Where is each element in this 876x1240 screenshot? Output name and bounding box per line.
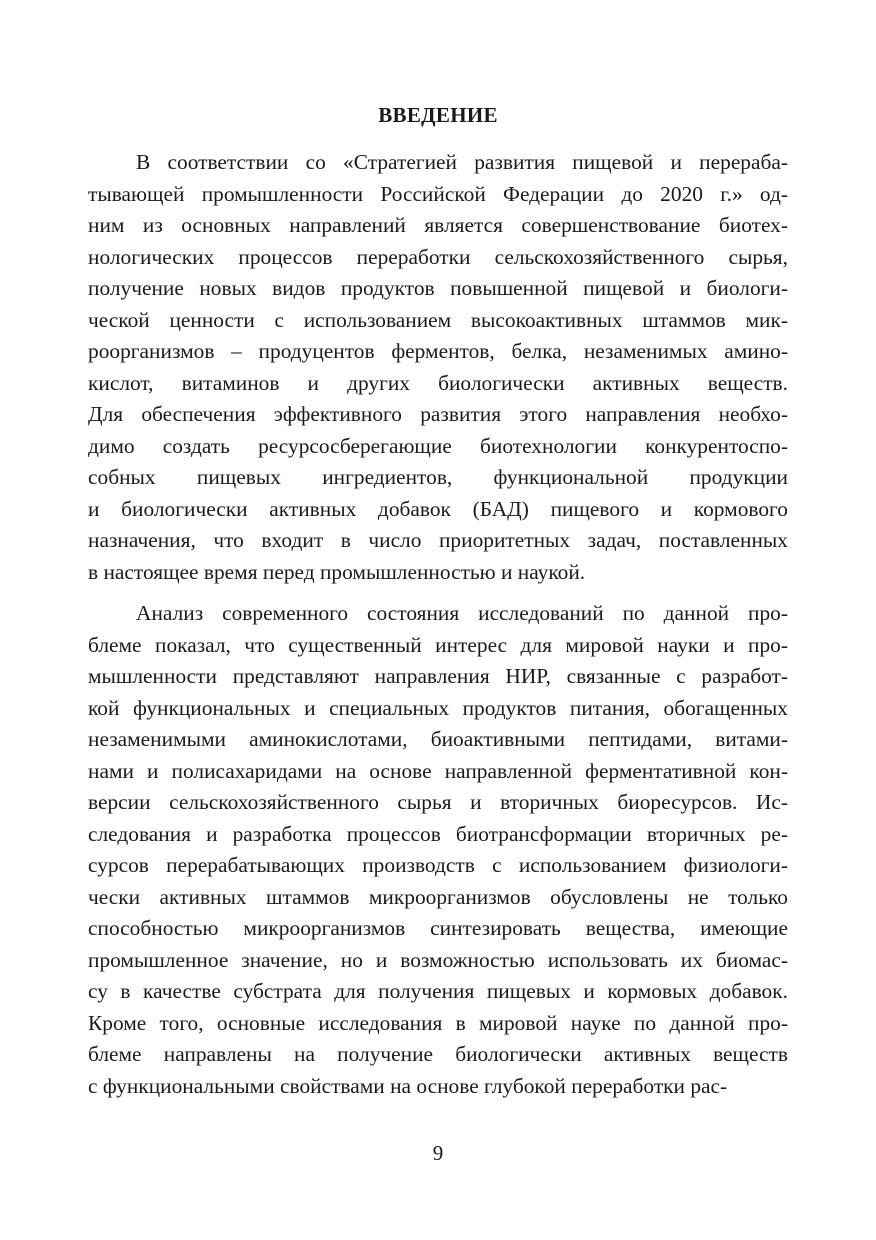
section-heading: ВВЕДЕНИЕ	[378, 103, 498, 127]
text-line: В соответствии со «Стратегией развития пищевой и перераба-	[136, 150, 788, 174]
text-line: назначения, что входит в число приоритетных задач, поставленных	[88, 528, 788, 552]
paragraph-1	[88, 147, 788, 588]
text-line: кислот, витаминов и других биологически активных веществ.	[88, 370, 788, 395]
text-line: способностью микроорганизмов синтезировать вещества, имеющие	[88, 916, 788, 940]
text-line: версии сельскохозяйственного сырья и вторичных биоресурсов. Ис-	[88, 790, 788, 814]
text-line: ческой ценности с использованием высокоактивных штаммов мик-	[88, 307, 788, 332]
text-line: ним из основных направлений является совершенствование биотех-	[88, 213, 788, 237]
text-line: су в качестве субстрата для получения пищевых и кормовых добавок.	[88, 979, 788, 1003]
text-line: блеме показал, что существенный интерес для мировой науки и про-	[88, 632, 788, 657]
paragraph-2	[88, 598, 788, 1102]
text-line: следования и разработка процессов биотрансформации вторичных ре-	[88, 821, 788, 846]
text-line: сурсов перерабатывающих производств с использованием физиологи-	[88, 853, 788, 877]
text-line: нологических процессов переработки сельскохозяйственного сырья,	[88, 244, 788, 269]
text-line: мышленности представляют направления НИР, связанные с разработ-	[88, 664, 788, 688]
text-line: роорганизмов – продуцентов ферментов, белка, незаменимых амино-	[88, 339, 788, 363]
text-line: тывающей промышленности Российской Федерации до 2020 г.» од-	[88, 181, 788, 206]
text-line: Анализ современного состояния исследований по данной про-	[136, 601, 788, 625]
text-line: с функциональными свойствами на основе глубокой переработки рас-	[88, 1073, 728, 1098]
text-line: незаменимыми аминокислотами, биоактивными пептидами, витами-	[88, 727, 788, 751]
text-line: нами и полисахаридами на основе направленной ферментативной кон-	[88, 758, 788, 783]
text-line: Для обеспечения эффективного развития этого направления необхо-	[88, 402, 788, 426]
text-line: чески активных штаммов микроорганизмов обусловлены не только	[88, 884, 788, 909]
text-line: димо создать ресурсосберегающие биотехнологии конкурентоспо-	[88, 433, 788, 458]
text-line: блеме направлены на получение биологически активных веществ	[88, 1042, 788, 1066]
text-line: промышленное значение, но и возможностью использовать их биомас-	[88, 947, 788, 972]
text-line: получение новых видов продуктов повышенной пищевой и биологи-	[88, 276, 788, 300]
text-line: в настоящее время перед промышленностью и наукой.	[88, 559, 586, 584]
text-line: Кроме того, основные исследования в мировой науке по данной про-	[88, 1010, 788, 1035]
text-line: и биологически активных добавок (БАД) пищевого и кормового	[88, 496, 788, 521]
page-number: 9	[432, 1141, 444, 1165]
text-line: кой функциональных и специальных продуктов питания, обогащенных	[88, 695, 788, 720]
text-line: собных пищевых ингредиентов, функциональной продукции	[88, 465, 788, 489]
